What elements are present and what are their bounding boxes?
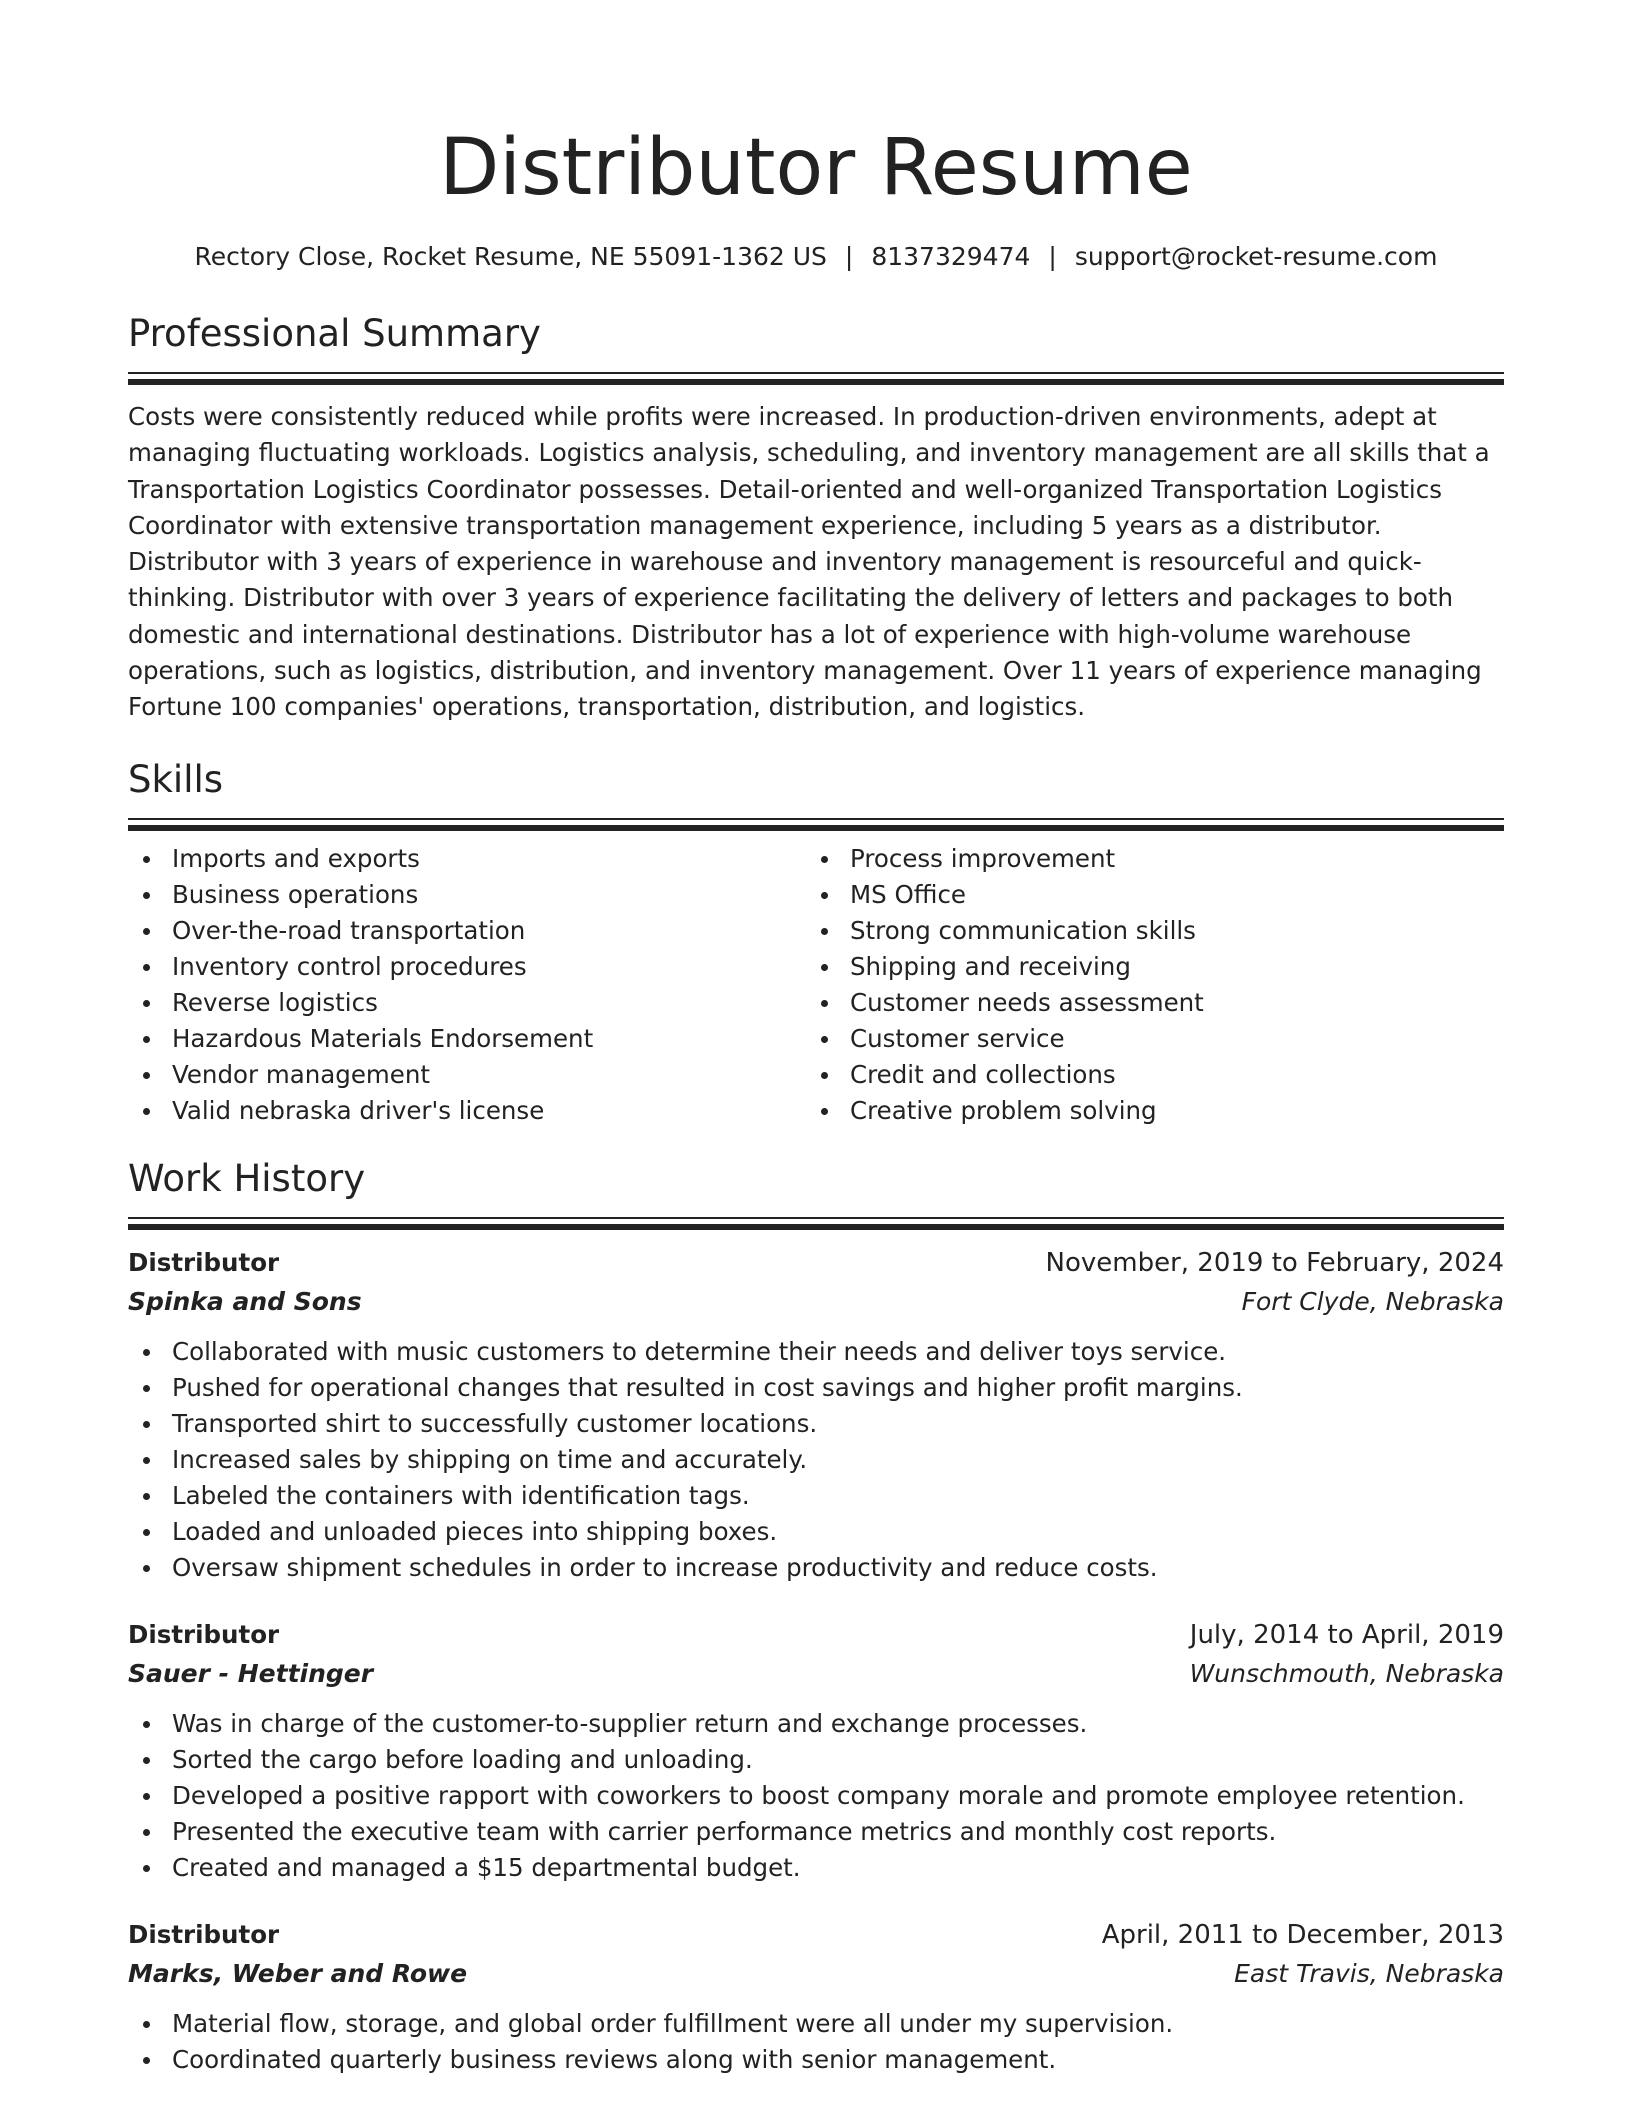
job-duty: Collaborated with music customers to determine their needs and deliver toys service. (172, 1334, 1504, 1370)
skill-item: Strong communication skills (850, 913, 1484, 949)
resume-page (128, 0, 1504, 2078)
job-duty: Pushed for operational changes that resulted in cost savings and higher profit margins. (172, 1370, 1504, 1406)
job-title: Distributor (128, 1247, 280, 1277)
job-duty: Sorted the cargo before loading and unloading. (172, 1742, 1504, 1778)
skill-item: Customer needs assessment (850, 985, 1484, 1021)
contact-separator: | (844, 242, 854, 271)
contact-line (128, 240, 1504, 274)
section-divider (128, 1217, 1504, 1230)
skill-item: Imports and exports (172, 841, 806, 877)
job-duty: Was in charge of the customer-to-supplier return and exchange processes. (172, 1706, 1504, 1742)
contact-phone: 8137329474 (871, 242, 1031, 271)
section-divider (128, 372, 1504, 385)
skill-item: Creative problem solving (850, 1093, 1484, 1129)
contact-separator: | (1048, 242, 1057, 271)
job-duty: Loaded and unloaded pieces into shipping boxes. (172, 1514, 1504, 1550)
skill-item: Business operations (172, 877, 806, 913)
job-duty: Oversaw shipment schedules in order to increase productivity and reduce costs. (172, 1550, 1504, 1586)
skill-item: Hazardous Materials Endorsement (172, 1021, 806, 1057)
skill-item: Customer service (850, 1021, 1484, 1057)
work-history-section (128, 1155, 1504, 2078)
skill-item: Process improvement (850, 841, 1484, 877)
job-location: Wunschmouth, Nebraska (1189, 1658, 1504, 1688)
skill-item: Vendor management (172, 1057, 806, 1093)
skill-item: Reverse logistics (172, 985, 806, 1021)
section-title-skills: Skills (128, 757, 224, 801)
job-duty: Material flow, storage, and global order fulfillment were all under my supervision. (172, 2006, 1504, 2042)
job-duties-list (128, 1706, 1504, 1886)
section-title-work-history: Work History (128, 1156, 366, 1200)
job-dates: July, 2014 to April, 2019 (1189, 1619, 1504, 1650)
resume-title: Distributor Resume (439, 123, 1193, 213)
contact-address: Rectory Close, Rocket Resume, NE 55091-1362 US (194, 242, 827, 271)
job-duties-list (128, 1334, 1504, 1586)
skill-item: Over-the-road transportation (172, 913, 806, 949)
job-duty: Increased sales by shipping on time and accurately. (172, 1442, 1504, 1478)
skill-item: Valid nebraska driver's license (172, 1093, 806, 1129)
job-location: East Travis, Nebraska (1234, 1958, 1504, 1988)
job-header-row (128, 1916, 1504, 1954)
job-duty: Developed a positive rapport with coworkers to boost company morale and promote employee retention. (172, 1778, 1504, 1814)
job-company: Marks, Weber and Rowe (128, 1958, 468, 1988)
job-company: Sauer - Hettinger (128, 1658, 374, 1688)
skill-item: Inventory control procedures (172, 949, 806, 985)
job-location: Fort Clyde, Nebraska (1241, 1286, 1504, 1316)
job-company-row (128, 1954, 1504, 1994)
skills-list-left (128, 841, 806, 1129)
job-duty: Presented the executive team with carrier performance metrics and monthly cost reports. (172, 1814, 1504, 1850)
job-duty: Transported shirt to successfully customer locations. (172, 1406, 1504, 1442)
job-company-row (128, 1282, 1504, 1322)
job-entry (128, 1616, 1504, 1886)
skills-section (128, 756, 1504, 1129)
professional-summary-section (128, 310, 1504, 726)
skills-grid (128, 841, 1504, 1129)
job-duties-list (128, 2006, 1504, 2078)
job-title: Distributor (128, 1619, 280, 1649)
job-company: Spinka and Sons (128, 1286, 362, 1316)
section-divider (128, 818, 1504, 831)
job-dates: April, 2011 to December, 2013 (1101, 1919, 1504, 1950)
job-header-row (128, 1244, 1504, 1282)
summary-text: Costs were consistently reduced while profits were increased. In production-driven environments, adept at managing fluctuating workloads. Logistics analysis, scheduling, and inventory management are all skills that a Transportation Logistics Coordinator possesses. Detail-oriented and well-organized Transportation Logistics Coordinator with extensive transportation management experience, including 5 years as a distributor. Distributor with 3 years of experience in warehouse and inventory management is resourceful and quick-thinking. Distributor with over 3 years of experience facilitating the delivery of letters and packages to both domestic and international destinations. Distributor has a lot of experience with high-volume warehouse operations, such as logistics, distribution, and inventory management. Over 11 years of experience managing Fortune 100 companies' operations, transportation, distribution, and logistics. (128, 402, 1490, 722)
skill-item: MS Office (850, 877, 1484, 913)
job-duty: Coordinated quarterly business reviews along with senior management. (172, 2042, 1504, 2078)
contact-email: support@rocket-resume.com (1074, 242, 1438, 271)
section-title-summary: Professional Summary (128, 312, 541, 355)
job-header-row (128, 1616, 1504, 1654)
job-company-row (128, 1654, 1504, 1694)
job-entry (128, 1916, 1504, 2078)
job-entry (128, 1244, 1504, 1586)
skill-item: Credit and collections (850, 1057, 1484, 1093)
job-title: Distributor (128, 1919, 280, 1949)
job-dates: November, 2019 to February, 2024 (1045, 1247, 1504, 1278)
job-duty: Created and managed a $15 departmental budget. (172, 1850, 1504, 1886)
skill-item: Shipping and receiving (850, 949, 1484, 985)
skills-list-right (806, 841, 1484, 1129)
job-duty: Labeled the containers with identification tags. (172, 1478, 1504, 1514)
